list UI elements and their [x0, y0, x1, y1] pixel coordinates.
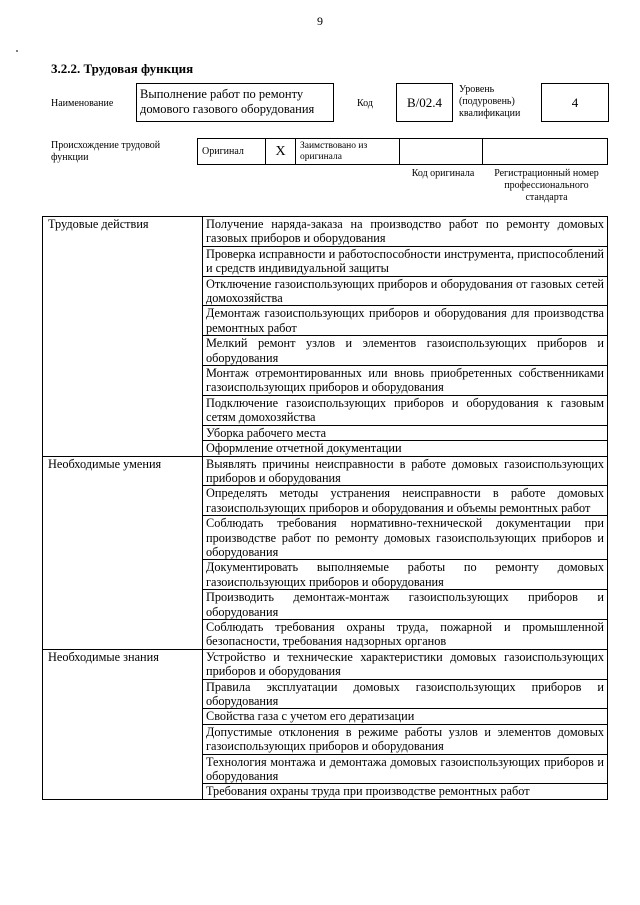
item-cell: Подключение газоиспользующих приборов и оборудования к газовым сетям домохозяйства — [203, 395, 608, 425]
original-cell — [198, 139, 266, 165]
category-cell-continued — [43, 395, 203, 425]
borrowed-label: Заимствовано из оригинала — [300, 140, 368, 162]
scan-speck — [16, 50, 18, 52]
category-cell-continued — [43, 246, 203, 276]
item-cell: Демонтаж газоиспользующих приборов и оборудования для производства ремонтных работ — [203, 306, 608, 336]
category-cell — [43, 217, 203, 247]
section-title: 3.2.2. Трудовая функция — [51, 61, 194, 76]
item-cell: Уборка рабочего места — [203, 425, 608, 440]
category-cell-continued — [43, 619, 203, 649]
table-row — [43, 486, 608, 516]
item-cell: Оформление отчетной документации — [203, 441, 608, 456]
table-row — [43, 649, 608, 679]
table-row — [43, 441, 608, 456]
level-value: 4 — [571, 94, 579, 110]
item-cell: Выявлять причины неисправности в работе домовых газоиспользующих приборов и оборудования — [203, 456, 608, 486]
item-cell: Соблюдать требования охраны труда, пожарной и промышленной безопасности, требования надзорных органов — [203, 619, 608, 649]
original-mark: X — [275, 143, 286, 159]
code-caption: Код оригинала — [411, 168, 475, 179]
item-cell: Правила эксплуатации домовых газоиспользующих приборов и оборудования — [203, 679, 608, 709]
category-cell-continued — [43, 425, 203, 440]
item-cell: Проверка исправности и работоспособности инструмента, приспособлений и средств индивидуальной защиты — [203, 246, 608, 276]
code-value: B/02.4 — [406, 94, 443, 110]
category-cell-continued — [43, 306, 203, 336]
item-cell: Требования охраны труда при производстве ремонтных работ — [203, 784, 608, 799]
category-cell-continued — [43, 754, 203, 784]
item-cell: Свойства газа с учетом его дератизации — [203, 709, 608, 724]
code-box — [396, 83, 453, 122]
table-row — [43, 425, 608, 440]
category-cell-continued — [43, 276, 203, 306]
borrowed-cell — [296, 139, 400, 165]
category-cell-continued — [43, 441, 203, 456]
labor-function-table — [42, 216, 608, 800]
item-cell: Мелкий ремонт узлов и элементов газоиспользующих приборов и оборудования — [203, 336, 608, 366]
item-cell: Производить демонтаж-монтаж газоиспользующих приборов и оборудования — [203, 590, 608, 620]
function-name-value: Выполнение работ по ремонту домового газового оборудования — [140, 87, 315, 116]
table-row — [43, 590, 608, 620]
item-cell: Устройство и технические характеристики домовых газоиспользующих приборов и оборудования — [203, 649, 608, 679]
table-row — [43, 709, 608, 724]
category-cell-continued — [43, 366, 203, 396]
category-cell-continued — [43, 336, 203, 366]
category-cell-continued — [43, 784, 203, 799]
table-row — [43, 560, 608, 590]
category-cell-continued — [43, 679, 203, 709]
name-label: Наименование — [51, 98, 114, 109]
table-row — [43, 516, 608, 560]
item-cell: Допустимые отклонения в режиме работы узлов и элементов домовых газоиспользующих приборов и оборудования — [203, 724, 608, 754]
item-cell: Технология монтажа и демонтажа домовых газоиспользующих приборов и оборудования — [203, 754, 608, 784]
reg-caption: Регистрационный номер профессионального стандарта — [494, 168, 599, 203]
table-row — [43, 366, 608, 396]
category-cell-continued — [43, 590, 203, 620]
table-row — [43, 336, 608, 366]
category-cell — [43, 456, 203, 486]
table-row — [43, 619, 608, 649]
table-row — [43, 784, 608, 799]
level-box — [541, 83, 609, 122]
category-cell-continued — [43, 516, 203, 560]
page-number: 9 — [317, 14, 323, 28]
category-cell-continued — [43, 560, 203, 590]
function-name-box — [136, 83, 334, 122]
original-code-cell — [400, 139, 483, 165]
category-label: Необходимые знания — [48, 649, 159, 664]
item-cell: Определять методы устранения неисправности в работе домовых газоиспользующих приборов и оборудования и объемы ремонтных работ — [203, 486, 608, 516]
table-row — [43, 456, 608, 486]
table-row — [43, 246, 608, 276]
table-row — [43, 679, 608, 709]
table-row — [43, 395, 608, 425]
category-cell-continued — [43, 724, 203, 754]
category-cell-continued — [43, 709, 203, 724]
table-row — [43, 217, 608, 247]
table-row — [43, 276, 608, 306]
item-cell: Получение наряда-заказа на производство работ по ремонту домовых газовых приборов и оборудования — [203, 217, 608, 247]
category-cell — [43, 649, 203, 679]
original-label: Оригинал — [202, 146, 244, 157]
table-row — [43, 754, 608, 784]
table-row — [43, 306, 608, 336]
origin-label: Происхождение трудовой функции — [51, 140, 161, 163]
level-label: Уровень (подуровень) квалификации — [459, 84, 521, 119]
item-cell: Отключение газоиспользующих приборов и оборудования от газовых сетей домохозяйства — [203, 276, 608, 306]
origin-table — [197, 138, 608, 165]
item-cell: Соблюдать требования нормативно-технической документации при производстве работ по ремонту домовых газоиспользующих приборов и оборудования — [203, 516, 608, 560]
category-label: Трудовые действия — [48, 217, 149, 231]
category-cell-continued — [43, 486, 203, 516]
table-row — [43, 724, 608, 754]
item-cell: Документировать выполняемые работы по ремонту домовых газоиспользующих приборов и оборудования — [203, 560, 608, 590]
original-mark-cell — [266, 139, 296, 165]
category-label: Необходимые умения — [48, 456, 162, 471]
code-label: Код — [357, 98, 373, 109]
reg-number-cell — [483, 139, 608, 165]
item-cell: Монтаж отремонтированных или вновь приобретенных собственниками газоиспользующих приборов и оборудования — [203, 366, 608, 396]
